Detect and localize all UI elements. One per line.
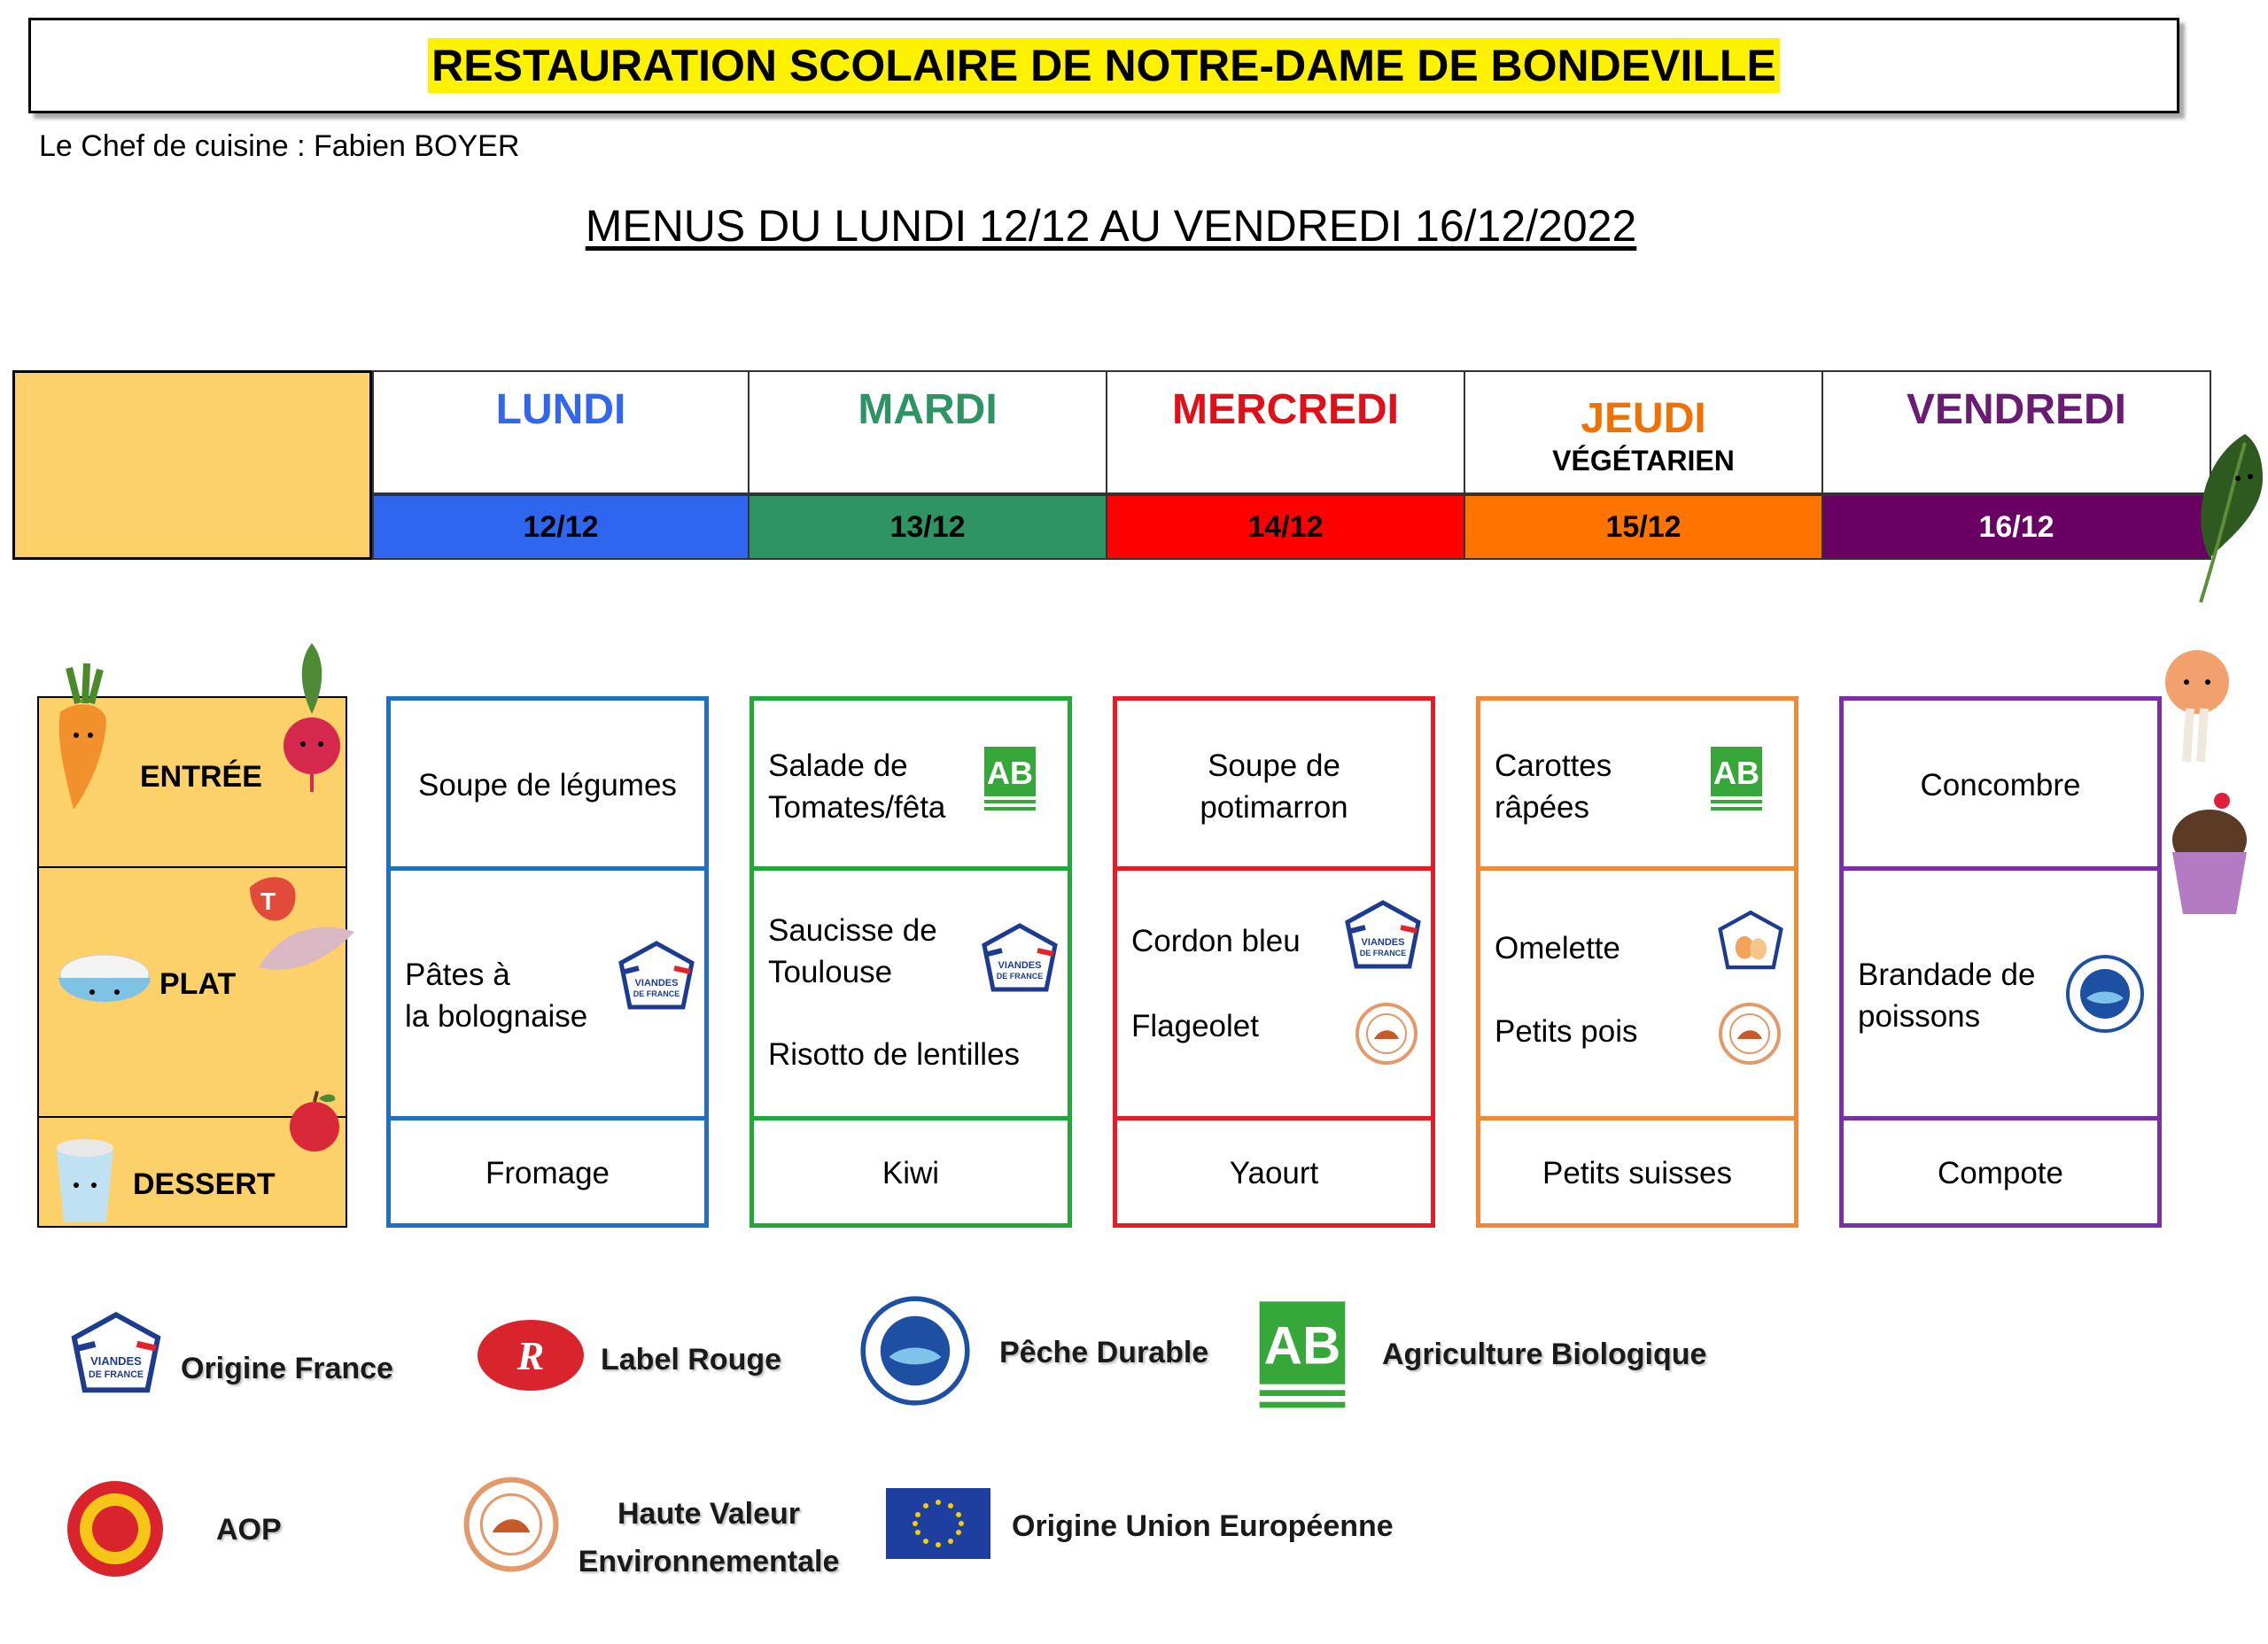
peche-durable-icon (2065, 954, 2145, 1034)
menu-box-friday (1839, 696, 2162, 1228)
menu-box-wednesday (1113, 696, 1435, 1228)
day-date-friday: 16/12 (1821, 494, 2211, 560)
chicken-leg-icon (2160, 647, 2236, 771)
day-date-monday: 12/12 (372, 494, 750, 560)
carrot-icon (51, 659, 113, 815)
oeufs-de-france-icon (1713, 906, 1789, 975)
viandes-de-france-icon (612, 936, 701, 1016)
svg-text:AB: AB (1263, 1315, 1341, 1376)
steak-icon (241, 870, 356, 985)
day-name: MERCREDI (1171, 386, 1399, 433)
day-name: VENDREDI (1906, 386, 2127, 433)
dessert-text: Kiwi (882, 1156, 940, 1190)
dessert-text: Yaourt (1229, 1156, 1319, 1190)
menu-box-monday (386, 696, 709, 1228)
category-label: DESSERT (133, 1167, 276, 1201)
svg-text:DE FRANCE: DE FRANCE (1359, 949, 1407, 958)
viandes-de-france-icon (64, 1306, 168, 1401)
svg-text:VIANDES: VIANDES (998, 960, 1042, 971)
label-rouge-icon (473, 1314, 588, 1396)
svg-text:AB: AB (1713, 755, 1759, 791)
legend-aop: AOP (216, 1513, 282, 1547)
entree-text: Carottes (1495, 748, 1612, 783)
svg-text:VIANDES: VIANDES (1361, 937, 1405, 948)
legend-hve (567, 1490, 850, 1586)
title-box (28, 18, 2179, 113)
viandes-de-france-icon (975, 919, 1064, 998)
svg-text:R: R (517, 1333, 545, 1378)
legend-label-rouge: Label Rouge (601, 1343, 782, 1376)
legend-origine-france: Origine France (181, 1352, 393, 1385)
plat-text: Omelette (1495, 931, 1620, 965)
day-header-friday (1821, 370, 2211, 494)
apple-icon (282, 1088, 347, 1153)
aop-icon (64, 1477, 167, 1580)
svg-text:AB: AB (987, 755, 1033, 791)
legend-hve-line1: Haute Valeur (617, 1497, 800, 1531)
hve-icon (462, 1476, 560, 1573)
plat-text: la bolognaise (405, 999, 588, 1034)
category-label: PLAT (159, 967, 237, 1001)
day-name: MARDI (858, 386, 998, 433)
beet-icon (280, 634, 344, 794)
entree-text: râpées (1495, 790, 1590, 825)
plat-text-2: Risotto de lentilles (768, 1037, 1021, 1072)
week-title: MENUS DU LUNDI 12/12 AU VENDREDI 16/12/2022 (585, 201, 1637, 251)
dessert-text: Petits suisses (1542, 1156, 1732, 1190)
menu-box-thursday (1476, 696, 1798, 1228)
legend-agriculture-bio: Agriculture Biologique (1382, 1338, 1707, 1371)
plat-text: poissons (1858, 999, 1981, 1034)
viandes-de-france-icon (1339, 896, 1427, 975)
legend-peche-durable: Pêche Durable (999, 1336, 1209, 1369)
dessert-text: Fromage (485, 1156, 610, 1190)
legend-hve-line2: Environnementale (578, 1545, 840, 1578)
peche-durable-icon (859, 1295, 971, 1407)
svg-text:DE FRANCE: DE FRANCE (996, 972, 1044, 981)
day-name: JEUDI (1581, 395, 1706, 442)
rice-bowl-icon (53, 948, 156, 1019)
day-header-monday (372, 370, 750, 494)
hve-icon (1355, 1002, 1418, 1066)
svg-text:T: T (260, 888, 276, 915)
yogurt-icon (51, 1123, 119, 1226)
plat-text-2: Flageolet (1131, 1009, 1259, 1043)
day-subtitle: VÉGÉTARIEN (1552, 445, 1735, 477)
entree-text: Soupe de (1208, 748, 1340, 783)
plat-text: Pâtes à (405, 958, 510, 992)
day-date-wednesday: 14/12 (1106, 494, 1465, 560)
chef-line: Le Chef de cuisine : Fabien BOYER (39, 129, 520, 163)
agriculture-bio-icon (1709, 745, 1764, 814)
spinach-icon (2183, 425, 2268, 611)
svg-text:VIANDES: VIANDES (634, 978, 679, 989)
day-header-wednesday (1106, 370, 1465, 494)
day-name: LUNDI (495, 386, 626, 433)
header-corner (12, 370, 372, 560)
agriculture-bio-icon (1254, 1299, 1350, 1414)
svg-text:DE FRANCE: DE FRANCE (89, 1369, 144, 1381)
legend-origine-ue: Origine Union Européenne (1012, 1509, 1394, 1543)
plat-text: Toulouse (768, 955, 893, 989)
day-header-thursday (1464, 370, 1823, 494)
day-date-tuesday: 13/12 (748, 494, 1107, 560)
svg-text:VIANDES: VIANDES (90, 1353, 142, 1368)
category-label: ENTRÉE (140, 760, 262, 794)
day-header-tuesday (748, 370, 1107, 494)
dessert-text: Compote (1937, 1156, 2064, 1190)
svg-text:DE FRANCE: DE FRANCE (633, 989, 680, 998)
eu-flag-icon (886, 1488, 990, 1559)
plat-text: Cordon bleu (1131, 924, 1301, 958)
plat-text: Saucisse de (768, 913, 937, 948)
entree-text: Tomates/fêta (768, 790, 946, 825)
agriculture-bio-icon (983, 745, 1037, 814)
hve-icon (1718, 1002, 1782, 1066)
cupcake-icon (2165, 790, 2254, 921)
day-date-thursday: 15/12 (1464, 494, 1823, 560)
page-title: RESTAURATION SCOLAIRE DE NOTRE-DAME DE BONDEVILLE (428, 38, 1780, 93)
entree-text: Concombre (1920, 768, 2081, 803)
plat-text: Brandade de (1858, 958, 2036, 992)
menu-box-tuesday (750, 696, 1072, 1228)
entree-text: potimarron (1200, 790, 1348, 825)
entree-text: Soupe de légumes (418, 768, 677, 803)
plat-text-2: Petits pois (1495, 1014, 1638, 1049)
entree-text: Salade de (768, 748, 908, 783)
